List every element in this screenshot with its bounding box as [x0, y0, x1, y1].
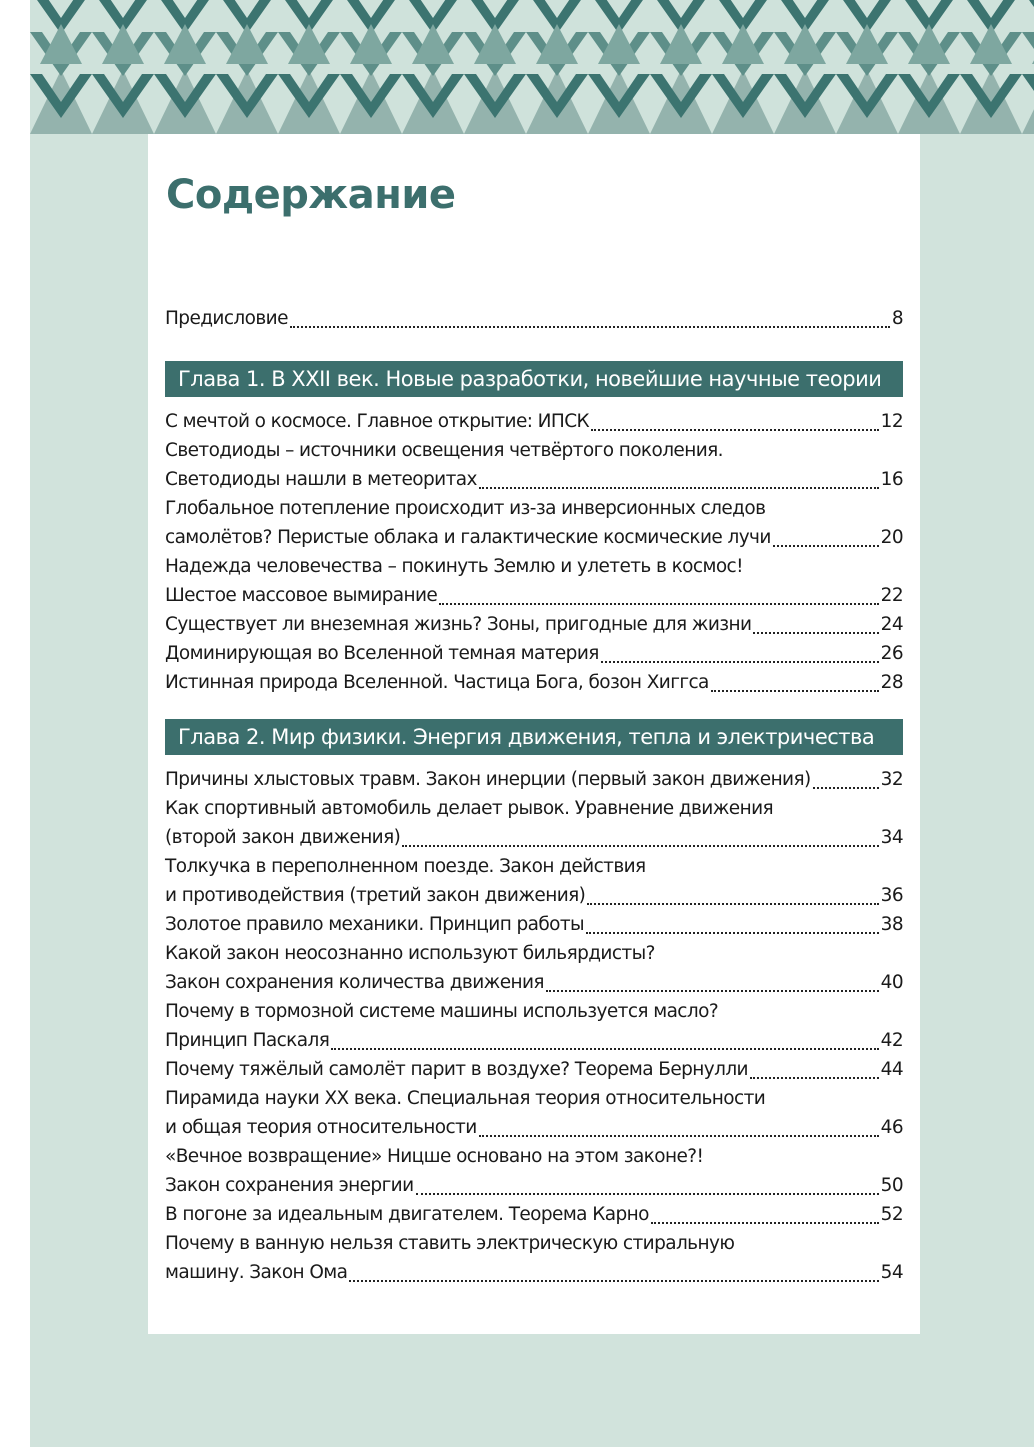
toc-entry-line: Толкучка в переполненном поезде. Закон действия: [165, 856, 646, 877]
toc-entry-body: [165, 1229, 903, 1287]
dot-leader: [439, 603, 878, 605]
toc-entry-last-line: [165, 910, 903, 939]
toc-entry[interactable]: [165, 552, 903, 610]
toc-entry-page: 36: [880, 885, 903, 906]
toc-entry-line: Шестое массовое вымирание: [165, 585, 438, 606]
toc-entry-page: 42: [880, 1030, 903, 1051]
toc-entry[interactable]: [165, 610, 903, 639]
dot-leader: [479, 1135, 879, 1137]
toc-entry-page: 16: [880, 469, 903, 490]
toc-entry-line: и общая теория относительности: [165, 1117, 477, 1138]
toc-entry[interactable]: [165, 939, 903, 997]
toc-entry-last-line: [165, 639, 903, 668]
toc-entry-line: Какой закон неосознанно используют бильярдисты?: [165, 943, 655, 964]
toc-entry-line: Светодиоды нашли в метеоритах: [165, 469, 477, 490]
toc-entry-last-line: [165, 881, 903, 910]
toc-entry-last-line: [165, 581, 903, 610]
toc-entry-line: Надежда человечества – покинуть Землю и улететь в космос!: [165, 556, 743, 577]
toc-entry-preface[interactable]: [165, 304, 903, 333]
toc-entry[interactable]: [165, 1142, 903, 1200]
header-pattern: [30, 0, 1034, 134]
toc-entry[interactable]: [165, 436, 903, 494]
toc-entry-line: Истинная природа Вселенной. Частица Бога, бозон Хиггса: [165, 672, 709, 693]
dot-leader: [591, 429, 879, 431]
dot-leader: [402, 845, 878, 847]
dot-leader: [349, 1280, 878, 1282]
toc-entry-line: Доминирующая во Вселенной темная материя: [165, 643, 599, 664]
toc-entry[interactable]: [165, 639, 903, 668]
toc-entry-body: [165, 639, 903, 668]
toc-entry-body: [165, 997, 903, 1055]
toc-entry-last-line: [165, 1026, 903, 1055]
chapter-heading[interactable]: Глава 1. В XXII век. Новые разработки, новейшие научные теории: [165, 361, 903, 397]
page-title: Содержание: [166, 172, 456, 218]
toc-entry-line: Пирамида науки XX века. Специальная теория относительности: [165, 1088, 766, 1109]
toc-entry-body: [165, 1055, 903, 1084]
toc-entry-body: [165, 939, 903, 997]
toc-entry-page: 46: [880, 1117, 903, 1138]
toc-entry-last-line: [165, 668, 903, 697]
toc-entry-last-line: [165, 1171, 903, 1200]
toc-entry[interactable]: [165, 407, 903, 436]
toc-entry[interactable]: [165, 1084, 903, 1142]
toc-entry-last-line: [165, 1055, 903, 1084]
dot-leader: [290, 326, 890, 328]
toc-entry-line: Почему тяжёлый самолёт парит в воздухе? Теорема Бернулли: [165, 1059, 748, 1080]
toc-entry-page: 40: [880, 972, 903, 993]
toc-entry-last-line: [165, 823, 903, 852]
toc-entry-page: 38: [880, 914, 903, 935]
toc-entry-last-line: [165, 523, 903, 552]
toc-entry-line: Принцип Паскаля: [165, 1030, 330, 1051]
toc-entry[interactable]: [165, 794, 903, 852]
toc-entry-body: [165, 1200, 903, 1229]
toc-entry[interactable]: [165, 910, 903, 939]
toc-entry-last-line: [165, 1113, 903, 1142]
toc-entry-body: [165, 765, 903, 794]
toc-entry-page: 50: [880, 1175, 903, 1196]
toc-page: [148, 134, 920, 1334]
toc-entry[interactable]: [165, 1200, 903, 1229]
toc-entry-page: 22: [880, 585, 903, 606]
toc-entry-body: [165, 552, 903, 610]
dot-leader: [479, 487, 879, 489]
toc-entry-page: 24: [880, 614, 903, 635]
table-of-contents: [165, 304, 903, 1287]
toc-entry-last-line: [165, 610, 903, 639]
toc-entry-page: 12: [880, 411, 903, 432]
toc-entry-line: самолётов? Перистые облака и галактические космические лучи: [165, 527, 771, 548]
toc-entry-line: Причины хлыстовых травм. Закон инерции (первый закон движения): [165, 769, 811, 790]
toc-entry-last-line: [165, 1258, 903, 1287]
toc-entry-page: 32: [880, 769, 903, 790]
chapter-heading[interactable]: Глава 2. Мир физики. Энергия движения, тепла и электричества: [165, 719, 903, 755]
toc-entry-last-line: [165, 465, 903, 494]
toc-entry-page: 34: [880, 827, 903, 848]
toc-entry-last-line: [165, 1200, 903, 1229]
toc-entry-line: Закон сохранения энергии: [165, 1175, 414, 1196]
toc-entry-line: Почему в ванную нельзя ставить электрическую стиральную: [165, 1233, 735, 1254]
toc-entry-body: [165, 910, 903, 939]
toc-entry-line: С мечтой о космосе. Главное открытие: ИПСК: [165, 411, 590, 432]
dot-leader: [813, 787, 879, 789]
toc-entry-body: [165, 852, 903, 910]
toc-entry-line: (второй закон движения): [165, 827, 401, 848]
toc-entry-page: 54: [880, 1262, 903, 1283]
toc-entry-line: Как спортивный автомобиль делает рывок. Уравнение движения: [165, 798, 774, 819]
toc-entry-page: 28: [880, 672, 903, 693]
toc-entry-page: 52: [880, 1204, 903, 1225]
toc-entry-line: Закон сохранения количества движения: [165, 972, 544, 993]
dot-leader: [586, 932, 879, 934]
toc-entry-line: Светодиоды – источники освещения четвёртого поколения.: [165, 440, 723, 461]
toc-entry-title: Предисловие: [165, 308, 288, 329]
toc-entry-body: [165, 668, 903, 697]
toc-entry-last-line: [165, 968, 903, 997]
toc-entry[interactable]: [165, 1229, 903, 1287]
dot-leader: [711, 690, 879, 692]
toc-entry-page: 44: [880, 1059, 903, 1080]
toc-entry-body: [165, 610, 903, 639]
toc-entry-line: В погоне за идеальным двигателем. Теорема Карно: [165, 1204, 649, 1225]
dot-leader: [773, 545, 879, 547]
chapters: [165, 361, 903, 1287]
dot-leader: [331, 1048, 878, 1050]
toc-entry-body: [165, 1084, 903, 1142]
dot-leader: [601, 661, 879, 663]
dot-leader: [416, 1193, 879, 1195]
toc-entry-page: 20: [880, 527, 903, 548]
toc-entry-body: [165, 494, 903, 552]
toc-entry-line: Глобальное потепление происходит из-за инверсионных следов: [165, 498, 766, 519]
toc-entry-body: [165, 1142, 903, 1200]
toc-entry[interactable]: [165, 852, 903, 910]
toc-entry-body: [165, 794, 903, 852]
toc-entry-body: [165, 436, 903, 494]
toc-entry[interactable]: [165, 1055, 903, 1084]
toc-entry-line: Существует ли внеземная жизнь? Зоны, пригодные для жизни: [165, 614, 752, 635]
toc-entry-line: «Вечное возвращение» Ницше основано на этом законе?!: [165, 1146, 704, 1167]
dot-leader: [750, 1077, 879, 1079]
toc-entry-last-line: [165, 407, 903, 436]
dot-leader: [587, 903, 878, 905]
toc-entry[interactable]: [165, 668, 903, 697]
dot-leader: [546, 990, 879, 992]
toc-entry-line: Золотое правило механики. Принцип работы: [165, 914, 585, 935]
dot-leader: [753, 632, 878, 634]
toc-entry[interactable]: [165, 765, 903, 794]
toc-entry[interactable]: [165, 494, 903, 552]
toc-entry[interactable]: [165, 997, 903, 1055]
toc-entry-line: машину. Закон Ома: [165, 1262, 348, 1283]
toc-entry-line: Почему в тормозной системе машины используется масло?: [165, 1001, 719, 1022]
toc-entry-body: [165, 407, 903, 436]
toc-entry-page: 8: [891, 308, 903, 329]
toc-entry-last-line: [165, 765, 903, 794]
toc-entry-line: и противодействия (третий закон движения): [165, 885, 586, 906]
dot-leader: [651, 1222, 879, 1224]
toc-entry-page: 26: [880, 643, 903, 664]
